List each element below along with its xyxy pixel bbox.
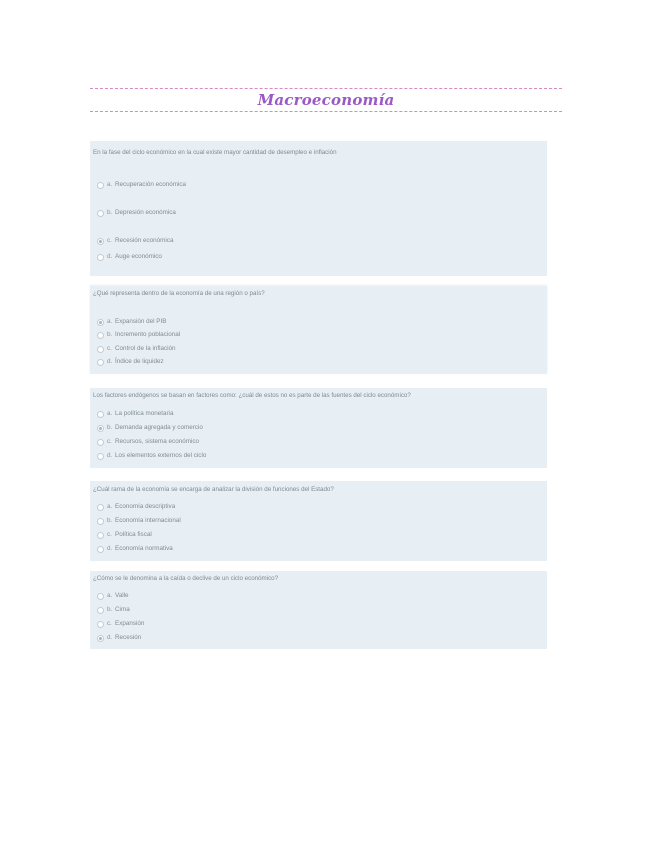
radio-button[interactable] [97,210,104,217]
radio-button[interactable] [97,254,104,261]
radio-button[interactable] [97,182,104,189]
option-label: Índice de liquidez [115,358,164,365]
radio-button[interactable] [97,607,104,614]
radio-button[interactable] [97,593,104,600]
option-label: Valle [115,592,129,599]
question-text: Los factores endógenos se basan en factores como: ¿cuál de estos no es parte de las fuentes del ciclo económico? [93,392,411,399]
option-label: Expansión del PIB [115,318,167,325]
radio-button[interactable] [97,346,104,353]
radio-button[interactable] [97,238,104,245]
option-label: Recuperación económica [115,181,187,188]
radio-button[interactable] [97,319,104,326]
radio-button[interactable] [97,621,104,628]
radio-button[interactable] [97,635,104,642]
radio-button[interactable] [97,425,104,432]
radio-button[interactable] [97,411,104,418]
radio-button[interactable] [97,532,104,539]
question-card-4: ¿Cuál rama de la economía se encarga de analizar la división de funciones del Estado? a. Economía descriptiva b. Economía internacional c. Política fiscal d. Economía normativa [90,481,547,561]
option-label: Recursos, sistema económico [115,438,199,445]
question-card-3: Los factores endógenos se basan en factores como: ¿cuál de estos no es parte de las fuentes del ciclo económico? a. La política monetaria b. Demanda agregada y comercio c. Recursos, sistema económico d. Los elementos externos del ciclo [90,388,547,468]
question-text: ¿Cómo se le denomina a la caída o declive de un ciclo económico? [93,575,279,582]
question-card-2: ¿Qué representa dentro de la economía de una región o país? a. Expansión del PIB b. Incremento poblacional c. Control de la inflación d. Índice de liquidez [90,286,547,374]
option-label: Economía normativa [115,545,173,552]
radio-button[interactable] [97,439,104,446]
option-label: Cima [115,606,130,613]
option-label: Expansión [115,620,145,627]
radio-button[interactable] [97,359,104,366]
question-text: ¿Qué representa dentro de la economía de una región o país? [93,290,265,297]
option-label: Incremento poblacional [115,331,181,338]
option-label: Depresión económica [115,209,176,216]
option-label: Recesión económica [115,237,174,244]
question-text: En la fase del ciclo económico en la cual existe mayor cantidad de desempleo e inflación [93,149,337,156]
option-label: Política fiscal [115,531,152,538]
option-label: Recesión [115,634,142,641]
title-banner [90,88,562,112]
question-card-5: ¿Cómo se le denomina a la caída o declive de un ciclo económico? a. Valle b. Cima c. Expansión d. Recesión [90,571,547,649]
option-label: Demanda agregada y comercio [115,424,203,431]
radio-button[interactable] [97,504,104,511]
option-label: Control de la inflación [115,345,176,352]
radio-button[interactable] [97,332,104,339]
radio-button[interactable] [97,453,104,460]
radio-button[interactable] [97,518,104,525]
radio-button[interactable] [97,546,104,553]
option-label: Economía internacional [115,517,181,524]
option-label: Auge económico [115,253,162,260]
option-label: Los elementos externos del ciclo [115,452,207,459]
page-title: Macroeconomía [257,91,395,109]
option-label: La política monetaria [115,410,174,417]
option-label: Economía descriptiva [115,503,176,510]
question-card-1: En la fase del ciclo económico en la cual existe mayor cantidad de desempleo e inflación a. Recuperación económica b. Depresión económica c. Recesión económica d. Auge económico [90,141,547,276]
question-text: ¿Cuál rama de la economía se encarga de analizar la división de funciones del Estado? [93,486,334,493]
